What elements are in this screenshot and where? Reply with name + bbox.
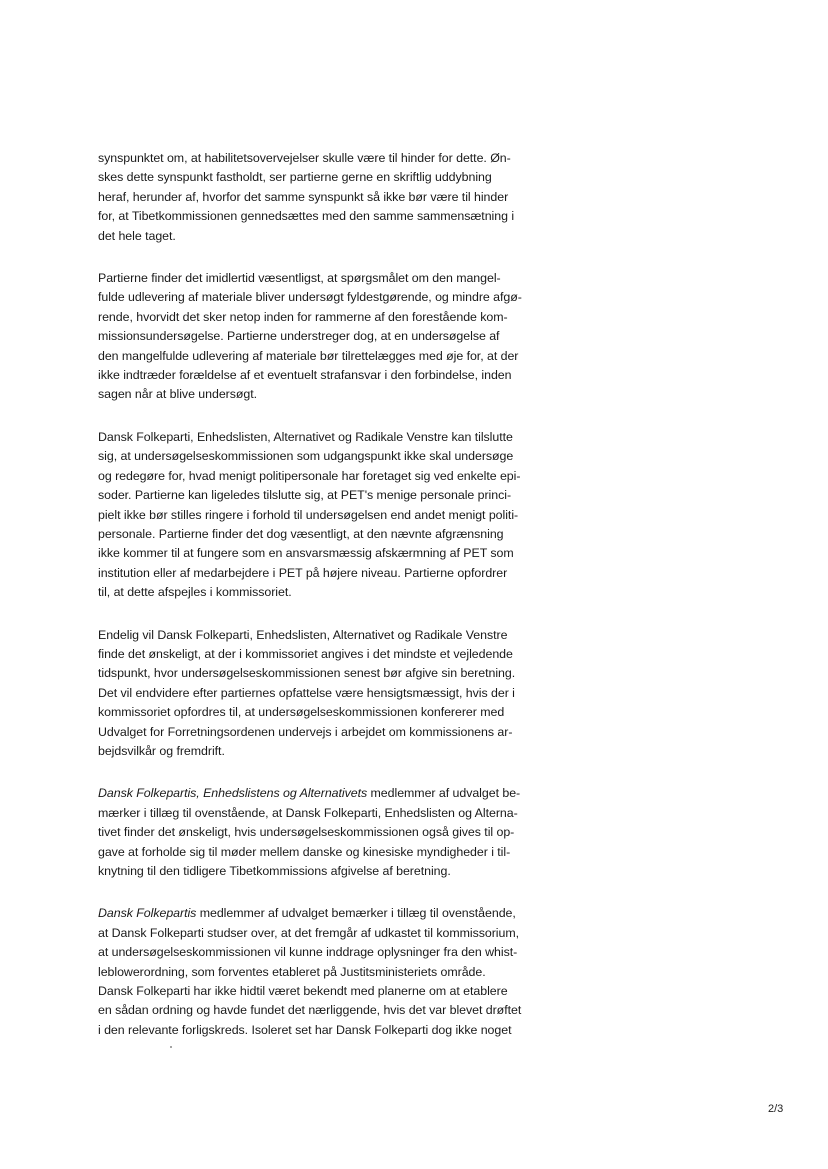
text-line: soder. Partierne kan ligeledes tilslutte sig, at PET's menige personale princi-	[98, 488, 512, 503]
text-line: ikke indtræder forældelse af et eventuelt strafansvar i den forbindelse, inden	[98, 368, 512, 383]
text-line: institution eller af medarbejdere i PET på højere niveau. Partierne opfordrer	[98, 565, 508, 580]
text-line: finde det ønskeligt, at der i kommissoriet angives i det mindste et vejledende	[98, 646, 513, 661]
text-line: bejdsvilkår og fremdrift.	[98, 743, 225, 758]
text-line: tidspunkt, hvor undersøgelseskommissionen senest bør afgive sin beretning.	[98, 666, 516, 681]
text-line	[98, 904, 584, 923]
text-line: sagen når at blive undersøgt.	[98, 387, 258, 402]
text-line: ikke kommer til at fungere som en ansvarsmæssig afskærmning af PET som	[98, 546, 514, 561]
text-line: skes dette synspunkt fastholdt, ser partierne gerne en skriftlig uddybning	[98, 170, 492, 185]
body-text	[98, 149, 584, 1063]
paragraph-2	[98, 269, 584, 405]
text-line: gave at forholde sig til møder mellem danske og kinesiske myndigheder i til-	[98, 844, 511, 859]
text-line: Endelig vil Dansk Folkeparti, Enhedslisten, Alternativet og Radikale Venstre	[98, 627, 508, 642]
scan-speck	[170, 1046, 172, 1048]
text-line: Dansk Folkeparti har ikke hidtil været bekendt med planerne om at etablere	[98, 984, 508, 999]
text-line	[98, 784, 584, 803]
text-line: mærker i tillæg til ovenstående, at Dansk Folkeparti, Enhedslisten og Alterna-	[98, 805, 518, 820]
text-line: den mangelfulde udlevering af materiale bør tilrettelægges med øje for, at der	[98, 348, 519, 363]
text-line: en sådan ordning og havde fundet det nærliggende, hvis det var blevet drøftet	[98, 1003, 522, 1018]
text-line: rende, hvorvidt det sker netop inden for rammerne af den forestående kom-	[98, 309, 508, 324]
text-line: tivet finder det ønskeligt, hvis undersøgelseskommissionen også gives til op-	[98, 825, 515, 840]
text-line: Det vil endvidere efter partiernes opfattelse være hensigtsmæssigt, hvis der i	[98, 685, 515, 700]
text-line: leblowerordning, som forventes etableret på Justitsministeriets område.	[98, 964, 486, 979]
text-line: pielt ikke bør stilles ringere i forhold til undersøgelsen end andet menigt politi-	[98, 507, 519, 522]
text-line: personale. Partierne finder det dog væsentligt, at den nævnte afgrænsning	[98, 526, 504, 541]
text-line: Dansk Folkeparti, Enhedslisten, Alternativet og Radikale Venstre kan tilslutte	[98, 429, 513, 444]
text-fragment: medlemmer af udvalget bemærker i tillæg til ovenstående,	[196, 906, 516, 921]
party-name-emphasis: Dansk Folkepartis	[98, 906, 197, 921]
text-line: sig, at undersøgelseskommissionen som udgangspunkt ikke skal undersøge	[98, 449, 514, 464]
page-number: 2/3	[768, 1103, 784, 1115]
text-line: knytning til den tidligere Tibetkommissions afgivelse af beretning.	[98, 864, 451, 878]
text-line: at Dansk Folkeparti studser over, at det fremgår af udkastet til kommissorium,	[98, 925, 519, 940]
text-line: det hele taget.	[98, 228, 176, 243]
text-line: Partierne finder det imidlertid væsentligst, at spørgsmålet om den mangel-	[98, 271, 501, 286]
text-line: heraf, herunder af, hvorfor det samme synspunkt så ikke bør være til hinder	[98, 189, 509, 204]
text-line: og redegøre for, hvad menigt politipersonale har foretaget sig ved enkelte epi-	[98, 468, 521, 483]
text-line: fulde udlevering af materiale bliver undersøgt fyldestgørende, og mindre afgø-	[98, 290, 522, 305]
text-line: at undersøgelseskommissionen vil kunne inddrage oplysninger fra den whist-	[98, 945, 518, 960]
text-line: for, at Tibetkommissionen gennedsættes med den samme sammensætning i	[98, 209, 515, 224]
text-line: synspunktet om, at habilitetsovervejelser skulle være til hinder for dette. Øn-	[98, 151, 511, 165]
text-line: til, at dette afspejles i kommissoriet.	[98, 585, 292, 600]
party-names-emphasis: Dansk Folkepartis, Enhedslistens og Alternativets	[98, 786, 368, 801]
text-line: Udvalget for Forretningsordenen undervejs i arbejdet om kommissionens ar-	[98, 724, 513, 739]
paragraph-4	[98, 626, 584, 762]
paragraph-1	[98, 149, 584, 246]
paragraph-3	[98, 428, 584, 603]
text-line: missionsundersøgelse. Partierne understreger dog, at en undersøgelse af	[98, 329, 500, 344]
text-line: i den relevante forligskreds. Isoleret set har Dansk Folkeparti dog ikke noget	[98, 1022, 512, 1037]
text-line: kommissoriet opfordres til, at undersøgelseskommissionen konfererer med	[98, 705, 505, 720]
text-fragment: medlemmer af udvalget be-	[367, 786, 521, 801]
paragraph-6	[98, 904, 584, 1040]
paragraph-5	[98, 784, 584, 881]
